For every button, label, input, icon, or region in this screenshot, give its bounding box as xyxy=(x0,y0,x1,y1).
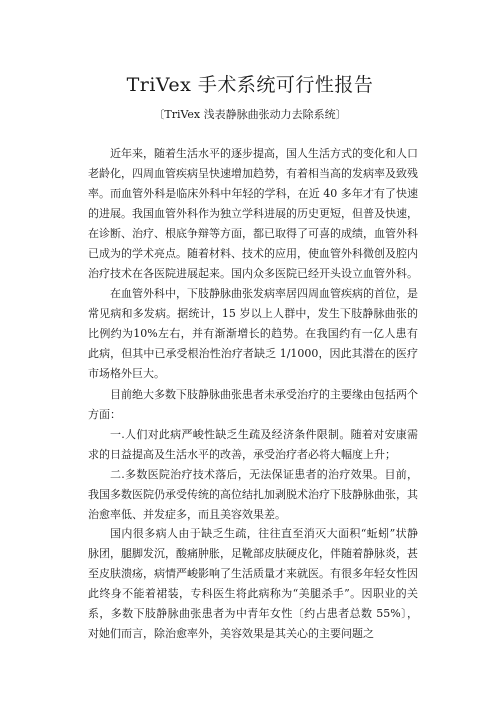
paragraph-reasons xyxy=(88,385,418,525)
reason-one: 一.人们对此病严峻性缺乏生疏及经济条件限制。随着对安康需求的日益提高及生活水平的改善，承受治疗者必将大幅度上升； xyxy=(88,428,418,461)
paragraph-intro: 近年来，随着生活水平的逐步提高，国人生活方式的变化和人口老龄化，四周血管疾病呈快速增加趋势，有着相当高的发病率及致残率。而血管外科是临床外科中年轻的学科，在近 40 多年才有了快速的进展。我国血管外科作为独立学科进展的历史更短，但普及快速，在诊断、治疗、根底争辩等方面，都已取得了可喜的成绩，血管外科已成为的学术亮点。随着材料、技术的应用，使血管外科微创及腔内治疗技术在各医院进展起来。国内众多医院已经开头设立血管外科。 xyxy=(88,147,418,280)
paragraph-patients: 国内很多病人由于缺乏生疏，往往直至消灭大面积“蚯蚓”状静脉团，腿脚发沉，酸痛肿胀，足靴部皮肤硬皮化，伴随着静脉炎，甚至皮肤溃疡，病情严峻影响了生活质量才来就医。有很多年轻女性因此终身不能着裙装，专科医生将此病称为“美腿杀手”。因职业的关系，多数下肢静脉曲张患者为中青年女性〔约占患者总数 55%〕，对她们而言，除治愈率外，美容效果是其关心的主要问题之 xyxy=(88,527,418,640)
document-title: TriVex 手术系统可行性报告 xyxy=(126,74,374,96)
document-subtitle: 〔TriVex 浅表静脉曲张动力去除系统〕 xyxy=(153,108,347,121)
paragraph-incidence: 在血管外科中，下肢静脉曲张发病率居四周血管疾病的首位，是常见病和多发病。据统计，15 岁以上人群中，发生下肢静脉曲张的比例约为10%左右，并有渐渐增长的趋势。在我国约有一亿人患有此病，但其中已承受根治性治疗者缺乏 1/1000，因此其潜在的医疗市场格外巨大。 xyxy=(88,287,418,380)
reason-two: 二.多数医院治疗技术落后，无法保证患者的治疗效果。目前，我国多数医院仍承受传统的高位结扎加剥脱术治疗下肢静脉曲张，其治愈率低、并发症多，而且美容效果差。 xyxy=(88,468,418,521)
reasons-intro: 目前绝大多数下肢静脉曲张患者未承受治疗的主要缘由包括两个方面： xyxy=(88,388,418,421)
